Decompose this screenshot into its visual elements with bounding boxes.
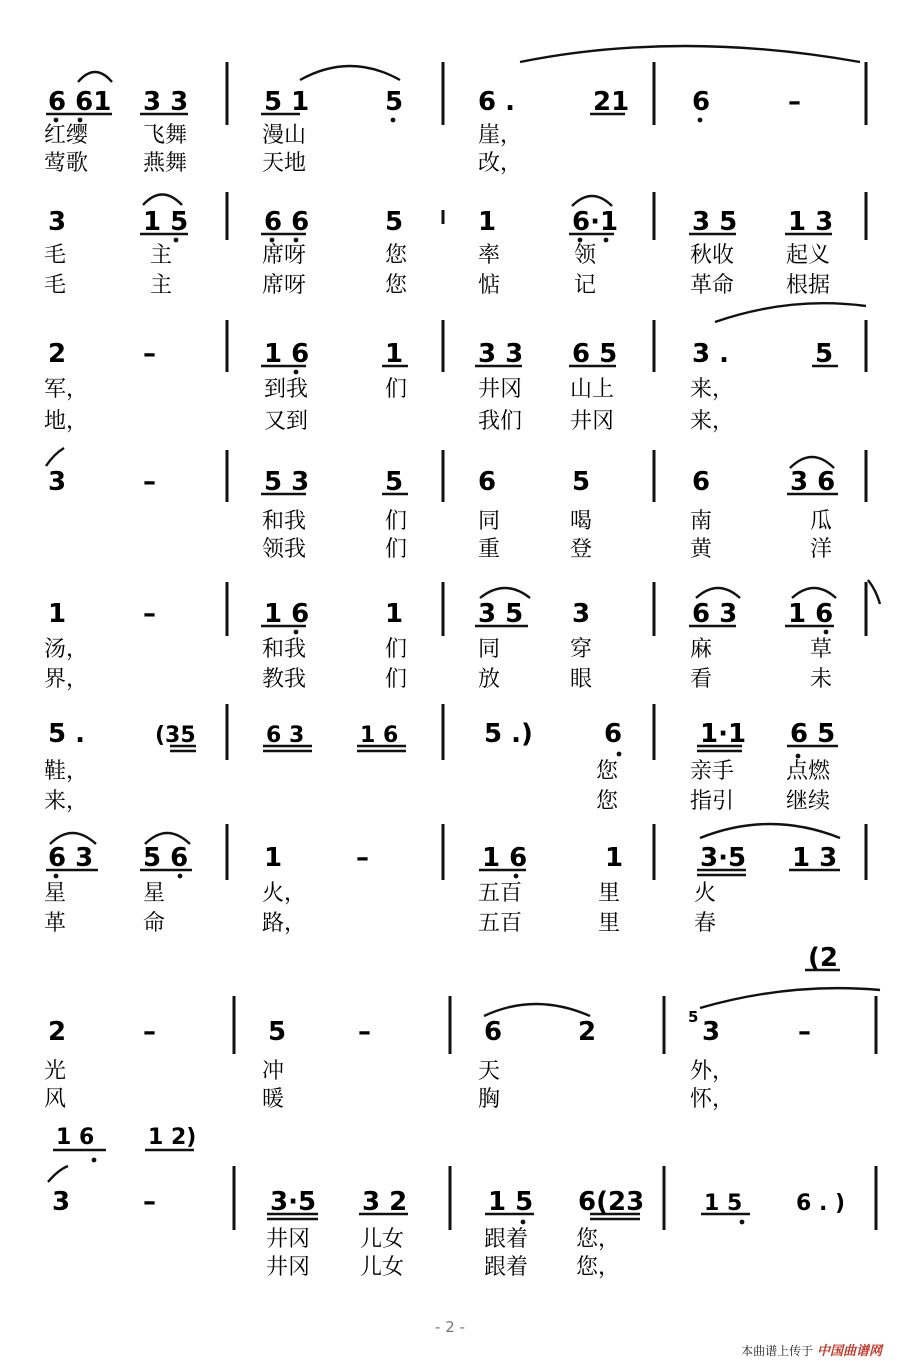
note-group: 3 [572,599,591,629]
note-group: – [356,843,369,873]
note-group: 6 [484,1017,503,1047]
lyric: 又到 [264,409,309,434]
note-group: 5 [385,207,404,237]
score-row-7 [44,824,866,936]
note-group: 1 6 [264,599,310,629]
octave-dot [521,1220,526,1225]
note-group: 2 [578,1017,597,1047]
octave-dot [294,238,299,243]
pickup-notes: (2 [808,943,838,973]
lyric: 来， [690,377,735,402]
lyric: 眼 [570,667,593,692]
lyric: 风 [44,1087,67,1112]
lyric: 席呀 [262,273,307,298]
pickup-notes: 1 2) [148,1125,197,1150]
lyric: 同 [478,509,501,534]
note-group: 5 1 [264,87,310,117]
lyric: 革 [44,911,67,936]
note-group: 6 . [478,87,516,117]
lyric: 里 [598,881,621,906]
lyric: 里 [598,911,621,936]
lyric: 界， [44,667,89,692]
lyric: 继续 [786,789,831,814]
note-group: 1 [478,207,497,237]
slur [520,46,860,62]
note-group: – [788,87,801,117]
lyric: 胸 [478,1087,501,1112]
note-group: 1·1 [700,719,747,749]
note-group: 6 [692,467,711,497]
lyric: 儿女 [360,1255,405,1280]
note-group: 5 .) [484,719,533,749]
lyric: 指引 [690,789,735,814]
lyric: 毛 [44,273,67,298]
note-group: 6 3 [692,599,738,629]
octave-dot [270,238,275,243]
slur [868,580,880,604]
note-group: 1 6 [264,339,310,369]
lyric: 南 [690,509,713,534]
lyric: 黄 [690,537,713,562]
upload-note [741,1340,882,1359]
note-group: 3 [48,467,67,497]
score-row-3 [44,303,866,434]
lyric: 未 [810,667,833,692]
slur [300,66,400,80]
page-number: - 2 - [435,1318,465,1336]
note-group: (35 [155,723,196,748]
lyric: 怀， [690,1087,735,1112]
lyric: 井冈 [570,409,615,434]
note-group: 3 2 [362,1187,408,1217]
lyric: 燕舞 [143,151,188,176]
note-group: 2 [48,1017,67,1047]
lyric: 看 [690,667,713,692]
lyric: 重 [478,537,501,562]
lyric: 和我 [262,637,307,662]
note-group: 5 [385,467,404,497]
note-group: 5 [572,467,591,497]
lyric: 您 [596,789,619,814]
octave-dot [740,1220,745,1225]
note-group: 1 [385,599,404,629]
lyric: 您 [385,243,408,268]
lyric: 天地 [262,151,307,176]
score-row-4 [46,448,866,562]
note-group: 3 [48,207,67,237]
slur [480,588,530,598]
lyric: 地， [44,409,89,434]
lyric: 穿 [570,637,593,662]
slur [46,448,64,466]
lyric: 来， [690,409,735,434]
note-group: 6 . ) [796,1191,846,1216]
lyric: 星 [44,881,67,906]
note-group: 3·5 [270,1187,317,1217]
lyric: 我们 [478,409,523,434]
note-group: 3 3 [143,87,189,117]
note-group: 6 5 [572,339,618,369]
octave-dot [391,118,396,123]
slur [143,195,182,206]
lyric: 和我 [262,509,307,534]
score-row-6 [44,704,838,814]
lyric: 同 [478,637,501,662]
slur [48,1166,68,1182]
lyric: 麻 [690,637,713,662]
note-group: – [143,467,156,497]
lyric: 井冈 [266,1227,311,1252]
lyric: 星 [143,881,166,906]
score-row-2 [44,192,866,298]
lyric: 领 [574,243,597,268]
lyric: 们 [385,509,408,534]
note-group: 5 [268,1017,287,1047]
lyric: 根据 [786,273,831,298]
lyric: 率 [478,243,501,268]
lyric: 暖 [262,1087,285,1112]
octave-dot [514,874,519,879]
lyric: 汤， [44,637,89,662]
grace-note: 5 [688,1008,699,1026]
lyric: 火， [262,881,307,906]
note-group: 2 [48,339,67,369]
octave-dot [294,630,299,635]
note-group: 6 [692,87,711,117]
lyric: 喝 [570,509,593,534]
lyric: 漫山 [262,123,307,148]
lyric: 毛 [44,243,67,268]
octave-dot [617,752,622,757]
lyric: 到我 [264,377,309,402]
lyric: 飞舞 [143,123,188,148]
lyric: 点燃 [786,759,831,784]
lyric: 冲 [262,1059,285,1084]
lyric: 红缨 [44,123,89,148]
note-group: 5 . [48,719,86,749]
note-group: 1 5 [143,207,189,237]
lyric: 们 [385,537,408,562]
note-group: 6 61 [48,87,112,117]
note-group: – [358,1017,371,1047]
lyric: 领我 [262,537,307,562]
note-group: 1 6 [482,843,528,873]
lyric: 惦 [478,273,501,298]
slur [700,988,880,1008]
slur [696,588,740,598]
slur [78,72,112,82]
octave-dot [78,118,83,123]
lyric: 光 [44,1059,67,1084]
note-group: 6 3 [266,723,305,748]
lyric: 洋 [810,537,833,562]
lyric: 秋收 [690,243,735,268]
lyric: 路， [262,911,307,936]
lyric: 天 [478,1059,501,1084]
lyric: 军， [44,377,89,402]
note-group: 5 [385,87,404,117]
lyric: 您， [576,1255,621,1280]
score-row-1 [44,46,866,176]
slur [715,303,866,322]
note-group: 6 6 [264,207,310,237]
lyric: 跟着 [484,1255,529,1280]
lyric: 五百 [478,881,523,906]
lyric: 您 [596,759,619,784]
lyric: 主 [150,243,173,268]
note-group: 1 5 [704,1191,743,1216]
lyric: 革命 [690,273,735,298]
note-group: 1 [264,843,283,873]
note-group: 5 3 [264,467,310,497]
note-group: 6 5 [790,719,836,749]
site-logo[interactable]: 中国曲谱网 [816,1344,882,1359]
lyric: 亲手 [690,759,735,784]
lyric: 山上 [570,377,615,402]
note-group: 6 3 [48,843,94,873]
note-group: 6 [604,719,623,749]
slur [484,1004,590,1016]
lyric: 您， [576,1227,621,1252]
lyric: 命 [143,911,166,936]
slur [700,824,840,838]
note-group: 5 [815,339,834,369]
lyric: 改， [478,151,523,176]
score-row-5 [44,580,880,692]
lyric: 鞋， [44,759,89,784]
note-group: 3 6 [790,467,836,497]
note-group: 1 [48,599,67,629]
note-group: 1 3 [792,843,838,873]
octave-dot [578,238,583,243]
lyric: 儿女 [360,1227,405,1252]
octave-dot [796,754,801,759]
note-group: 3 [702,1017,721,1047]
octave-dot [604,238,609,243]
octave-dot [174,238,179,243]
lyric: 春 [694,911,717,936]
note-group: – [143,339,156,369]
note-group: 1 [385,339,404,369]
lyric: 崖， [478,123,523,148]
lyric: 莺歌 [44,151,89,176]
note-group: 1 [605,843,624,873]
note-group: 3 3 [478,339,524,369]
lyric: 外， [690,1059,735,1084]
note-group: 21 [593,87,630,117]
lyric: 您 [385,273,408,298]
lyric: 教我 [262,667,307,692]
note-group: – [143,1187,156,1217]
lyric: 起义 [786,243,831,268]
lyric: 井冈 [266,1255,311,1280]
lyric: 井冈 [478,377,523,402]
lyric: 跟着 [484,1227,529,1252]
score-row-9 [48,1125,876,1280]
lyric: 记 [574,273,597,298]
octave-dot [824,630,829,635]
lyric: 瓜 [810,509,833,534]
note-group: – [143,599,156,629]
slur [572,196,612,206]
note-group: 3 [52,1187,71,1217]
note-group: 3·5 [700,843,747,873]
lyric: 们 [385,637,408,662]
octave-dot [698,118,703,123]
note-group: 1 6 [788,599,834,629]
note-group: 3 5 [478,599,524,629]
note-group: – [143,1017,156,1047]
upload-note-text: 本曲谱上传于 [741,1344,814,1358]
lyric: 放 [478,667,501,692]
lyric: 登 [570,537,593,562]
slur [792,588,836,598]
octave-dot [178,874,183,879]
octave-dot [54,874,59,879]
score-row-8 [44,943,880,1112]
pickup-notes: 1 6 [56,1125,95,1150]
note-group: 5 6 [143,843,189,873]
note-group: 6·1 [572,207,619,237]
lyric: 们 [385,377,408,402]
lyric: 席呀 [262,243,307,268]
octave-dot [54,118,59,123]
lyric: 们 [385,667,408,692]
lyric: 来， [44,789,89,814]
lyric: 主 [150,273,173,298]
note-group: 1 5 [488,1187,534,1217]
note-group: – [798,1017,811,1047]
note-group: 1 3 [788,207,834,237]
lyric: 五百 [478,911,523,936]
note-group: 3 . [692,339,730,369]
lyric: 草 [810,637,833,662]
note-group: 3 5 [692,207,738,237]
note-group: 1 6 [360,723,399,748]
note-group: 6(23 [578,1187,645,1217]
lyric: 火 [694,881,717,906]
octave-dot [92,1158,97,1163]
note-group: 6 [478,467,497,497]
octave-dot [294,370,299,375]
